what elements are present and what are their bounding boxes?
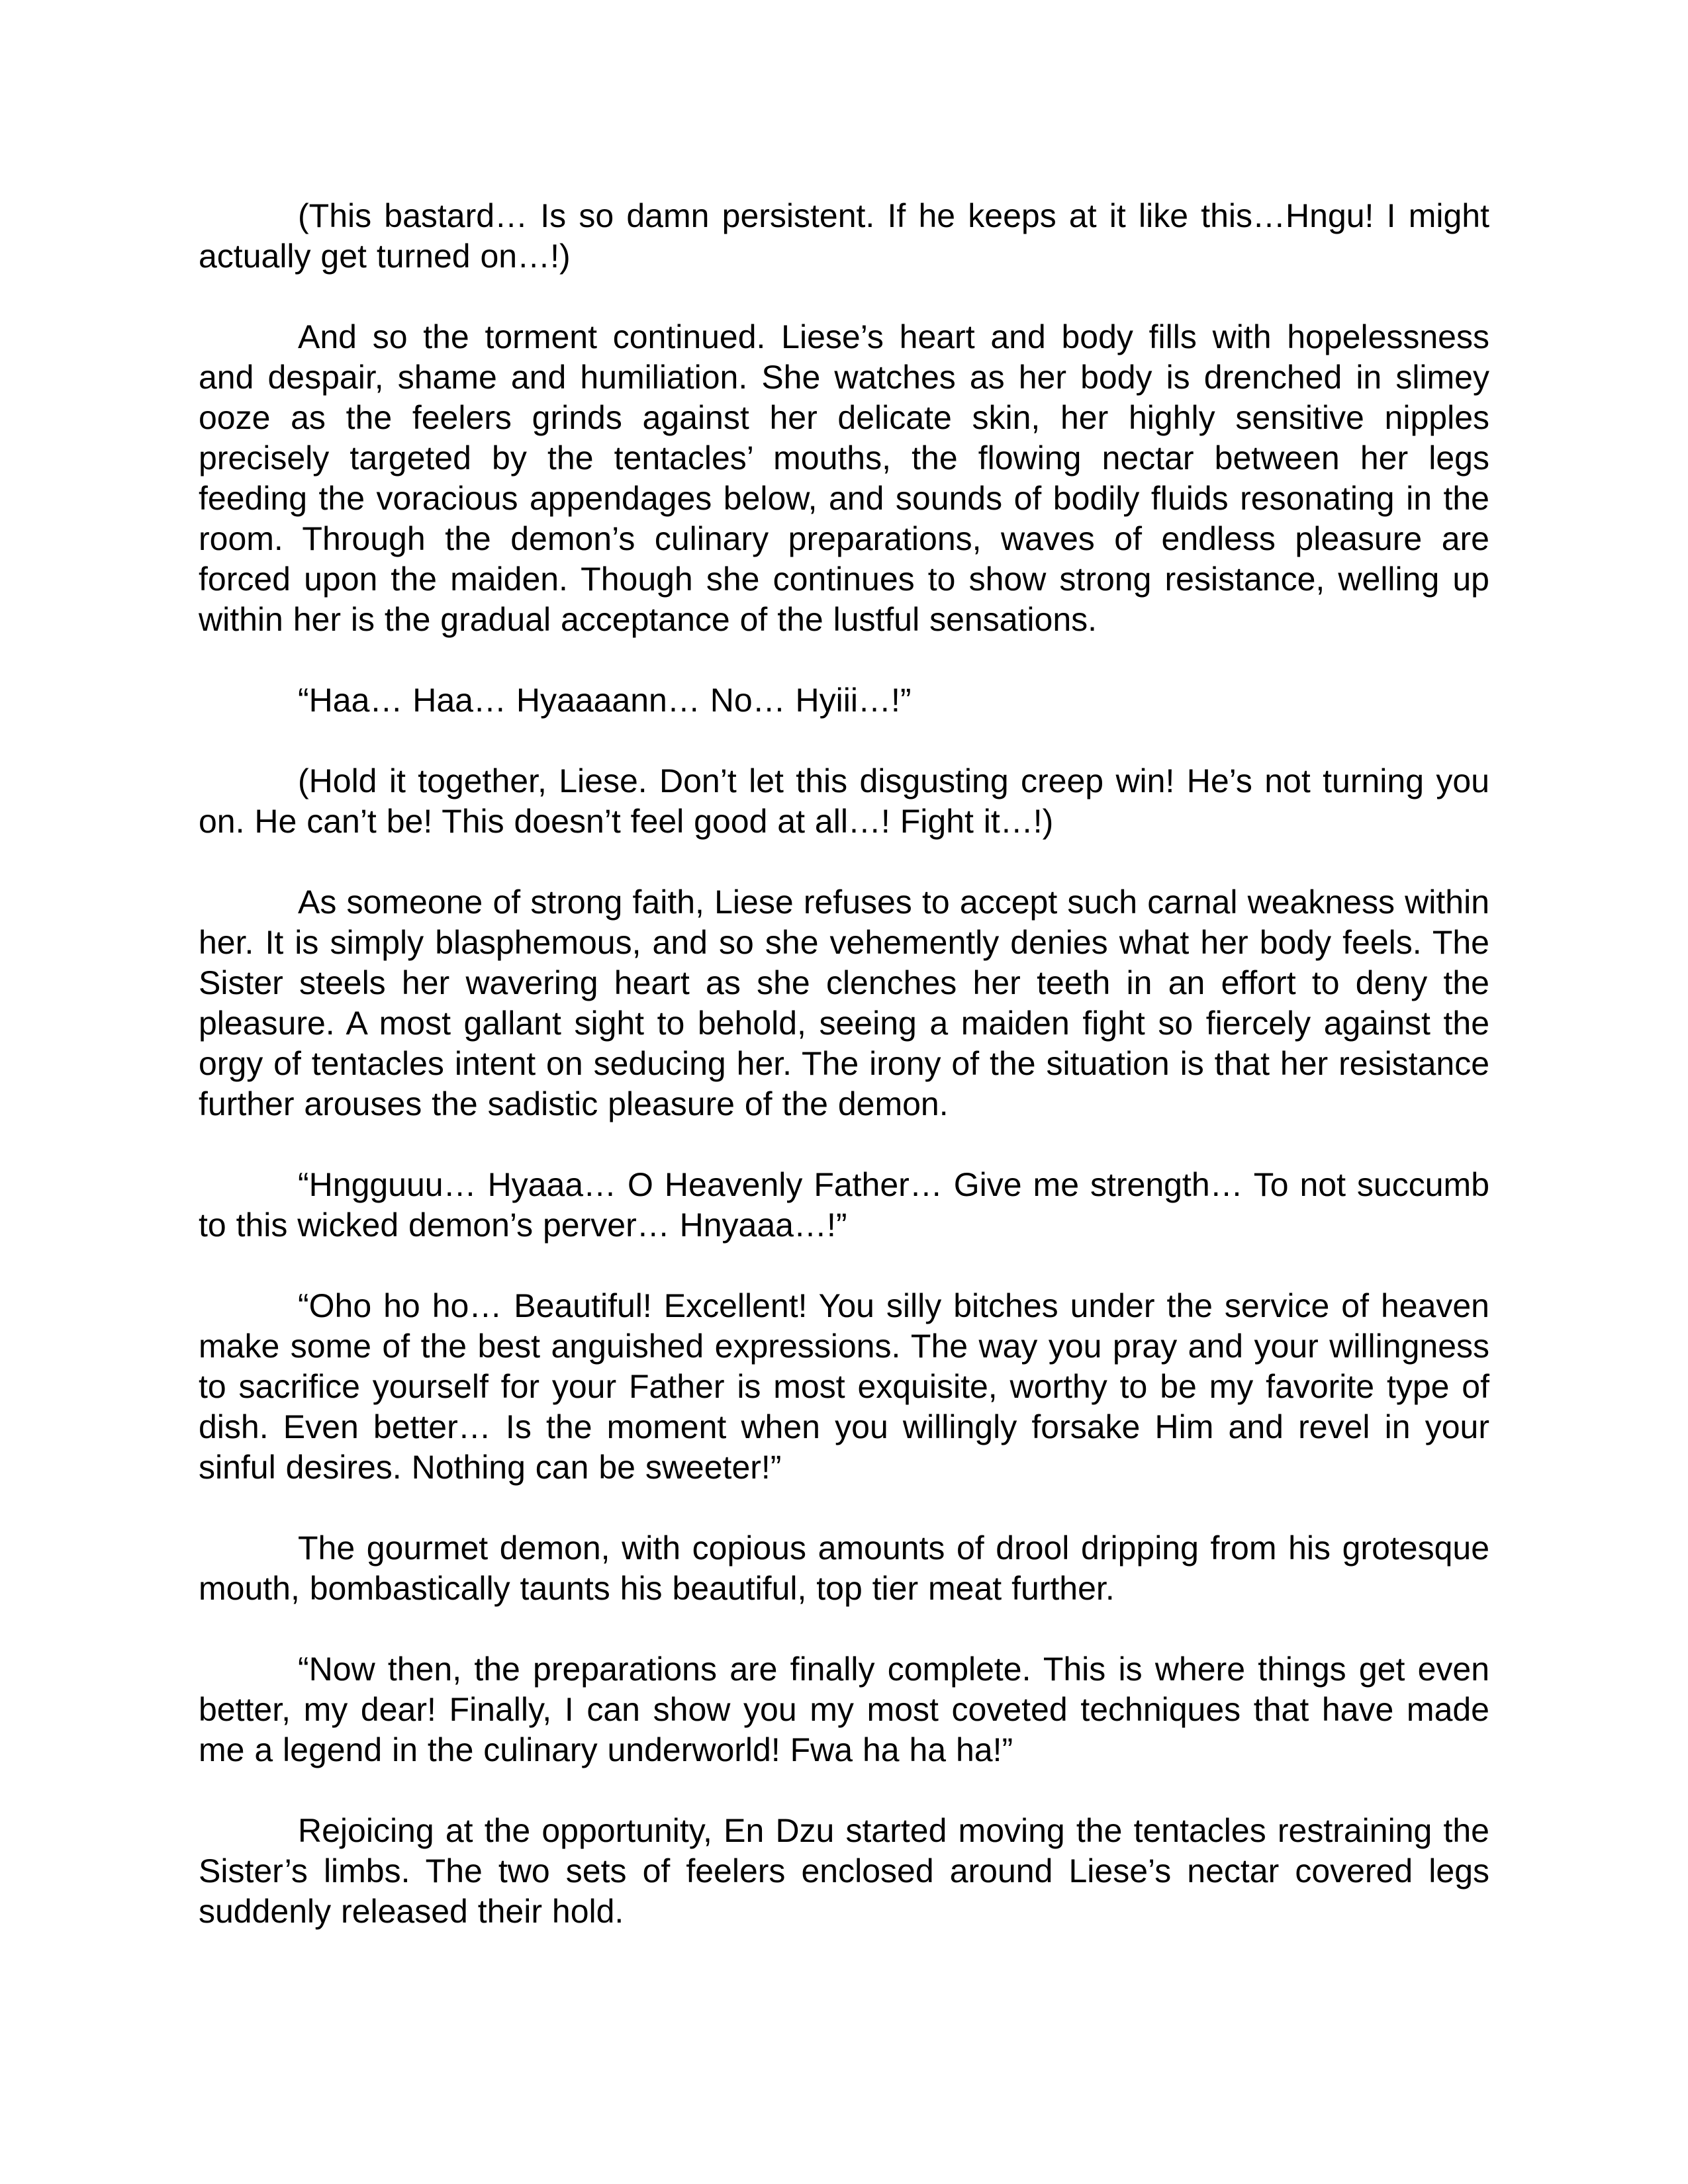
document-text-body — [199, 196, 1489, 1932]
paragraph-dialogue: “Oho ho ho… Beautiful! Excellent! You silly bitches under the service of heaven make some of the best anguished expressions. The way you pray and your willingness to sacrifice yourself for your Father is most exquisite, worthy to be my favorite type of dish. Even better… Is the moment when you willingly forsake Him and revel in your sinful desires. Nothing can be sweeter!” — [199, 1287, 1489, 1486]
paragraph-inner-thought: (Hold it together, Liese. Don’t let this disgusting creep win! He’s not turning you on. He can’t be! This doesn’t feel good at all…! Fight it…!) — [199, 762, 1489, 840]
paragraph-narration: As someone of strong faith, Liese refuses to accept such carnal weakness within her. It is simply blasphemous, and so she vehemently denies what her body feels. The Sister steels her wavering heart as she clenches her teeth in an effort to deny the pleasure. A most gallant sight to behold, seeing a maiden fight so fiercely against the orgy of tentacles intent on seducing her. The irony of the situation is that her resistance further arouses the sadistic pleasure of the demon. — [199, 884, 1489, 1122]
paragraph-dialogue: “Hngguuu… Hyaaa… O Heavenly Father… Give me strength… To not succumb to this wicked demon’s perver… Hnyaaa…!” — [199, 1166, 1489, 1244]
paragraph-inner-thought: (This bastard… Is so damn persistent. If he keeps at it like this…Hngu! I might actually get turned on…!) — [199, 197, 1489, 275]
paragraph-dialogue: “Haa… Haa… Hyaaaann… No… Hyiii…!” — [298, 682, 912, 719]
paragraph-dialogue: “Now then, the preparations are finally complete. This is where things get even better, my dear! Finally, I can show you my most coveted techniques that have made me a legend in the culinary underworld! Fwa ha ha ha!” — [199, 1651, 1489, 1768]
paragraph-narration: The gourmet demon, with copious amounts of drool dripping from his grotesque mouth, bombastically taunts his beautiful, top tier meat further. — [199, 1529, 1489, 1607]
paragraph-narration: And so the torment continued. Liese’s heart and body fills with hopelessness and despair, shame and humiliation. She watches as her body is drenched in slimey ooze as the feelers grinds against her delicate skin, her highly sensitive nipples precisely targeted by the tentacles’ mouths, the flowing nectar between her legs feeding the voracious appendages below, and sounds of bodily fluids resonating in the room. Through the demon’s culinary preparations, waves of endless pleasure are forced upon the maiden. Though she continues to show strong resistance, welling up within her is the gradual acceptance of the lustful sensations. — [199, 318, 1489, 638]
paragraph-narration: Rejoicing at the opportunity, En Dzu started moving the tentacles restraining the Sister’s limbs. The two sets of feelers enclosed around Liese’s nectar covered legs suddenly released their hold. — [199, 1812, 1489, 1930]
